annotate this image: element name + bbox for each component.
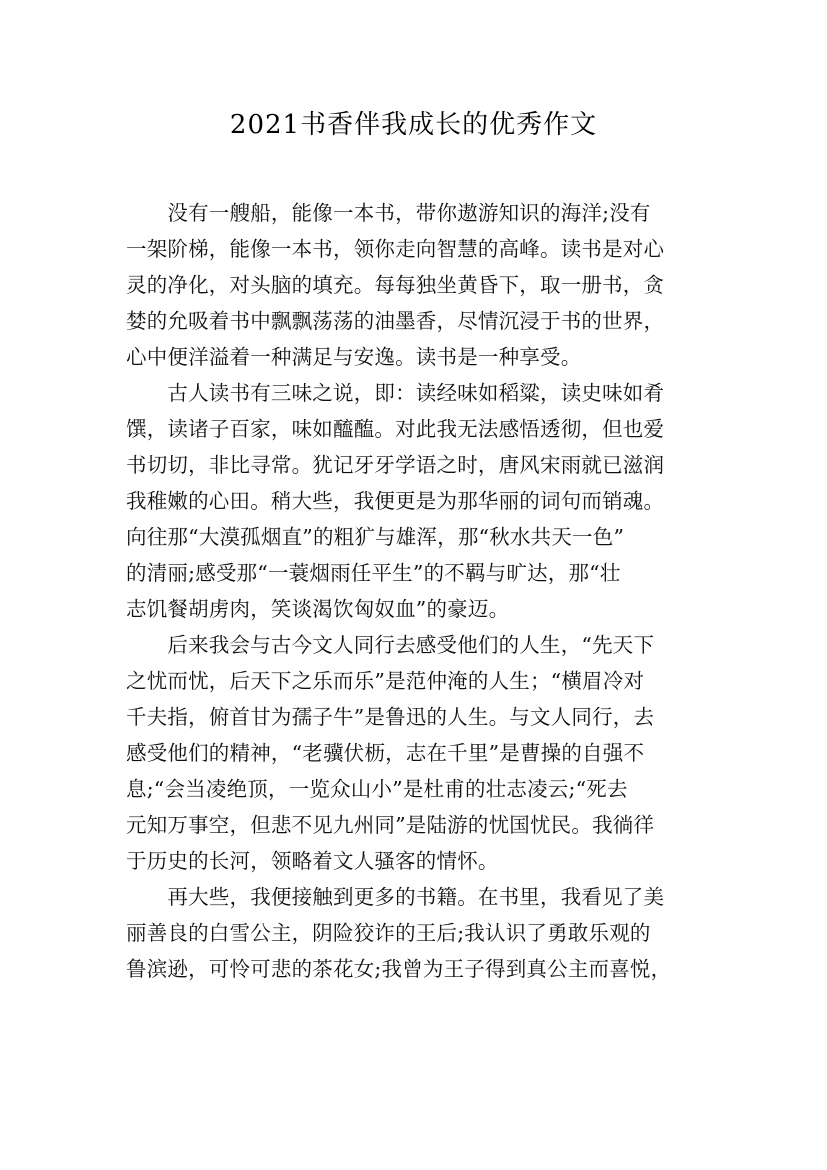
text-line: 的清丽;感受那“一蓑烟雨任平生”的不羁与旷达，那“壮 bbox=[126, 561, 621, 585]
document-title: 2021书香伴我成长的优秀作文 bbox=[229, 110, 598, 140]
text-line: 心中便洋溢着一种满足与安逸。读书是一种享受。 bbox=[126, 345, 582, 369]
text-line: 丽善良的白雪公主，阴险狡诈的王后;我认识了勇敢乐观的 bbox=[126, 921, 651, 945]
text-line: 鲁滨逊，可怜可悲的茶花女;我曾为王子得到真公主而喜悦， bbox=[126, 957, 672, 981]
text-line: 志饥餐胡虏肉，笑谈渴饮匈奴血”的豪迈。 bbox=[126, 597, 510, 621]
text-line: 没有一艘船，能像一本书，带你遨游知识的海洋;没有 bbox=[126, 201, 651, 225]
text-line: 古人读书有三味之说，即：读经味如稻粱，读史味如肴 bbox=[126, 381, 665, 405]
text-line: 感受他们的精神，“老骥伏枥，志在千里”是曹操的自强不 bbox=[126, 741, 645, 765]
text-line: 书切切，非比寻常。犹记牙牙学语之时，唐风宋雨就已滋润 bbox=[126, 453, 665, 477]
text-line: 馔，读诸子百家，味如醯醢。对此我无法感悟透彻，但也爱 bbox=[126, 417, 665, 441]
text-line: 婪的允吸着书中飘飘荡荡的油墨香，尽情沉浸于书的世界， bbox=[126, 309, 665, 333]
text-line: 后来我会与古今文人同行去感受他们的人生，“先天下 bbox=[126, 633, 655, 657]
text-line: 之忧而忧，后天下之乐而乐”是范仲淹的人生；“横眉冷对 bbox=[126, 669, 645, 693]
text-line: 向往那“大漠孤烟直”的粗犷与雄浑，那“秋水共天一色” bbox=[126, 525, 625, 549]
text-line: 于历史的长河，领略着文人骚客的情怀。 bbox=[126, 849, 499, 873]
text-line: 元知万事空，但悲不见九州同”是陆游的忧国忧民。我徜徉 bbox=[126, 813, 655, 837]
text-line: 千夫指，俯首甘为孺子牛”是鲁迅的人生。与文人同行，去 bbox=[126, 705, 655, 729]
text-line: 一架阶梯，能像一本书，领你走向智慧的高峰。读书是对心 bbox=[126, 237, 665, 261]
text-line: 我稚嫩的心田。稍大些，我便更是为那华丽的词句而销魂。 bbox=[126, 489, 665, 513]
text-line: 息;“会当凌绝顶，一览众山小”是杜甫的壮志凌云;“死去 bbox=[126, 777, 628, 801]
essay-body bbox=[126, 195, 704, 987]
text-line: 再大些，我便接触到更多的书籍。在书里，我看见了美 bbox=[126, 885, 665, 909]
text-line: 灵的净化，对头脑的填充。每每独坐黄昏下，取一册书，贪 bbox=[126, 273, 665, 297]
